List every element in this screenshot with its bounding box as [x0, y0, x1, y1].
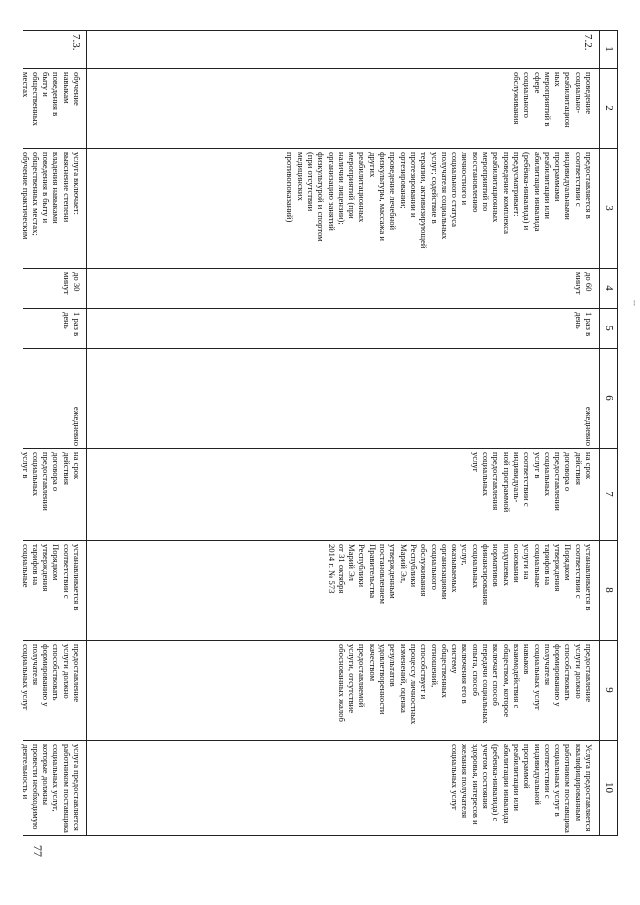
- row-number: 7.3.: [70, 34, 82, 51]
- col-border: [23, 30, 618, 31]
- conditions-cell: услуга предоставляется работником поставщика социальных услуг, которые должны провести необходимую деятельность и: [20, 744, 82, 833]
- col-border: [23, 448, 618, 449]
- service-description-cell: предоставляется в соответствии с индивидуальными программами реабилитации или абилитации инвалида (ребёнка-инвалида) и предусматривает: проведение комплекса реабилитационных мероприятий по восстановлению личностного и социального статуса получателя социальных услуг; содействие в терапии, активизирующей протезировании и ортезировании; проведение лечебной физкультуры, массажа и других реабилитационных мероприятий (при наличии лицензии); организацию занятий физкультурой и спортом (при отсутствии медицинских противопоказаний): [285, 152, 594, 249]
- col-header-7: 7: [603, 491, 615, 497]
- col-border: [23, 268, 618, 269]
- quality-cell: предоставление услуги должно способствовать формированию у получателя социальных услуг навыков взаимодействия с обществом, которое включает способ передачи социальных опыта, способ включения его в систему общественных отношений, способствует и процессу личностных изменений, оценка результатов удовлетворенности качеством предоставляемой услуги, отсутствие обоснованных жалоб: [336, 644, 594, 725]
- col-border: [23, 740, 618, 741]
- col-header-1: 1: [603, 46, 615, 52]
- duration-cell: до 60 минут: [573, 272, 594, 295]
- col-header-6: 6: [603, 395, 615, 401]
- term-cell: на срок действия договора о предоставлении социальных услуг в: [20, 452, 82, 511]
- quality-cell: предоставление услуги должно способствовать формированию у получателя социальных услуг: [20, 644, 82, 711]
- row-number: 7.2.: [582, 34, 594, 51]
- duration-cell: до 30 минут: [61, 272, 82, 295]
- col-header-9: 9: [603, 687, 615, 693]
- frequency-cell: 1 раз в день: [61, 312, 82, 337]
- conditions-cell: Услуга предоставляется квалифицированным работником поставщика социальных услуг в соответствии с индивидуальной программой реабилитации или абилитации инвалида (ребенка-инвалида) с учетом состояния здоровья, интересов и желания получателя социальных услуг: [450, 744, 594, 833]
- col-border: [23, 835, 618, 836]
- tariff-cell: устанавливается в соответствии с Порядком утверждения тарифов на социальные: [20, 544, 82, 611]
- header-row-border: [599, 30, 600, 835]
- col-border: [23, 540, 618, 541]
- service-name-cell: обучение навыкам поведения в быту и общественных местах: [20, 72, 82, 126]
- periodicity-cell: ежедневно: [72, 406, 82, 446]
- header-mark: --: [630, 300, 640, 306]
- services-table: [20, 30, 618, 835]
- periodicity-cell: ежедневно: [584, 406, 594, 446]
- col-header-5: 5: [603, 325, 615, 331]
- page-number: 77: [31, 845, 45, 857]
- col-border: [23, 68, 618, 69]
- row-separator: [86, 30, 87, 835]
- col-header-4: 4: [603, 285, 615, 291]
- tariff-cell: устанавливается в соответствии с Порядком утверждения тарифов на социальные услуги на основании подушевых нормативов финансирования социальных услуг, оказываемых организациями социального обслуживания Республики Марий Эл, утвержденным постановлением Правительства Республики Марий Эл от 31 октября 2014 г. № 573: [326, 544, 594, 611]
- col-border: [23, 148, 618, 149]
- table-top-border: [617, 30, 618, 835]
- col-header-3: 3: [603, 205, 615, 211]
- col-border: [23, 348, 618, 349]
- service-description-cell: услуга включает: выяснение степени владения навыками поведения в быту и общественных местах; обучение практическим: [20, 152, 82, 240]
- col-border: [23, 308, 618, 309]
- col-header-2: 2: [603, 105, 615, 111]
- term-cell: на срок действия договора о предоставлении социальных услуг в соответствии с индивидуаль- ной программой предоставления социальных услуг: [470, 452, 594, 513]
- frequency-cell: 1 раз в день: [573, 312, 594, 337]
- col-header-10: 10: [603, 782, 615, 793]
- service-name-cell: проведение социально- реабилитацион ных мероприятий в сфере социального обслуживания: [511, 72, 594, 128]
- col-header-8: 8: [603, 587, 615, 593]
- col-border: [23, 640, 618, 641]
